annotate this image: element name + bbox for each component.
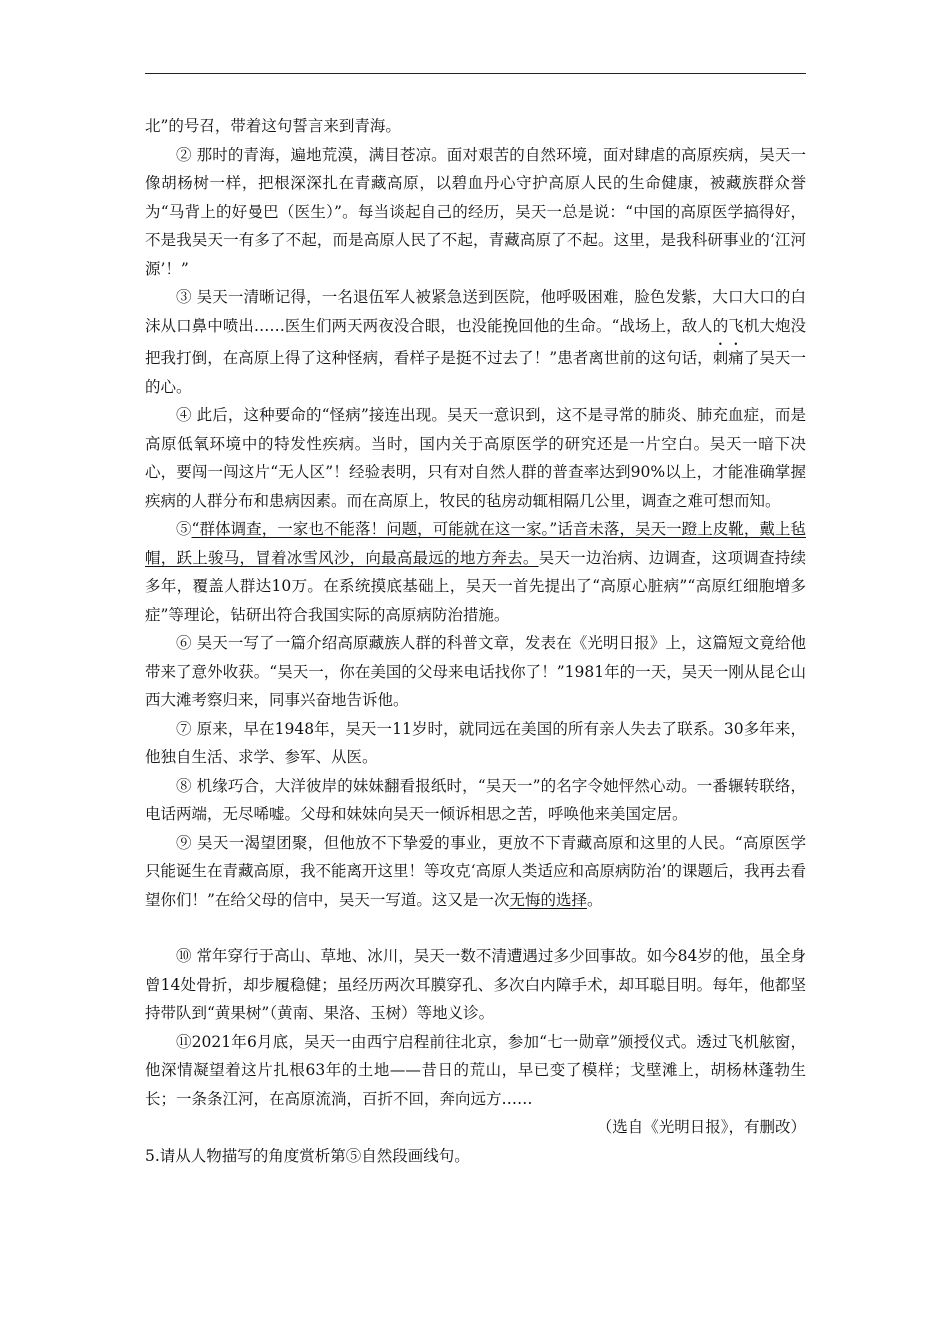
paragraph-3-text-a: ③ 吴天一清晰记得，一名退伍军人被紧急送到医院，他呼吸困难，脸色发紫，大口大口的白沫从口鼻中喷出……医生们两天两夜没合眼，也没能挽回他的生命。“战场上，敌人的飞机大炮没把我打倒，在高原上得了这种怪病，看样子是挺不过去了！”患者离世前的这句话， (145, 288, 806, 367)
paragraph-11: ⑪2021年6月底，吴天一由西宁启程前往北京，参加“七一勋章”颁授仪式。透过飞机舷窗，他深情凝望着这片扎根63年的土地——昔日的荒山，早已变了模样；戈壁滩上，胡杨林蓬勃生长；一条条江河，在高原流淌，百折不回，奔向远方…… (145, 1032, 806, 1108)
underlined-phrase: 无悔的选择 (509, 890, 587, 909)
paragraph-1-continuation: 北”的号召，带着这句誓言来到青海。 (145, 117, 401, 135)
paragraph-9-text-b: 。 (586, 890, 603, 909)
paragraph-9-text-a: ⑨ 吴天一渴望团聚，但他放不下挚爱的事业，更放不下青藏高原和这里的人民。“高原医学只能诞生在青藏高原，我不能离开这里！等攻克‘高原人类适应和高原病防治’的课题后，我再去看望你们！”在给父母的信中，吴天一写道。这又是一次 (145, 833, 806, 909)
paragraph-5-number: ⑤ (176, 520, 192, 538)
paragraph-5 (145, 515, 806, 629)
emphasized-word: 刺痛 (712, 349, 744, 367)
paragraph-gap (145, 914, 806, 942)
paragraph-7: ⑦ 原来，早在1948年，吴天一11岁时，就同远在美国的所有亲人失去了联系。30多年来，他独自生活、求学、参军、从医。 (145, 719, 806, 766)
paragraph-6: ⑥ 吴天一写了一篇介绍高原藏族人群的科普文章，发表在《光明日报》上，这篇短文竟给他带来了意外收获。“吴天一，你在美国的父母来电话找你了！”1981年的一天，吴天一刚从昆仑山西大滩考察归来，同事兴奋地告诉他。 (145, 634, 806, 709)
paragraph-3-text-b: 了吴天一的心。 (145, 349, 806, 396)
paragraph-8: ⑧ 机缘巧合，大洋彼岸的妹妹翻看报纸时，“吴天一”的名字令她怦然心动。一番辗转联络，电话两端，无尽唏嘘。父母和妹妹向吴天一倾诉相思之苦，呼唤他来美国定居。 (145, 776, 806, 823)
paragraph-5-rest: 吴天一边治病、边调查，这项调查持续多年，覆盖人群达10万。在系统摸底基础上，吴天一首先提出了“高原心脏病”“高原红细胞增多症”等理论，钻研出符合我国实际的高原病防治措施。 (145, 548, 806, 624)
paragraph-9 (145, 829, 806, 915)
paragraph-10: ⑩ 常年穿行于高山、草地、冰川，吴天一数不清遭遇过多少回事故。如今84岁的他，虽全身曾14处骨折，却步履稳健；虽经历两次耳膜穿孔、多次白内障手术，却耳聪目明。每年，他都坚持带队到“黄果树”（黄南、果洛、玉树）等地义诊。 (145, 947, 806, 1022)
article-body (145, 112, 806, 1170)
underlined-sentence: “群体调查，一家也不能落！问题，可能就在这一家。”话音未落，吴天一蹬上皮靴，戴上毡帽，跃上骏马，冒着冰雪风沙，向最高最远的地方奔去。 (145, 520, 806, 567)
question-5: 5.请从人物描写的角度赏析第⑤自然段画线句。 (145, 1146, 470, 1165)
paragraph-3 (145, 283, 806, 401)
paragraph-4: ④ 此后，这种要命的“怪病”接连出现。吴天一意识到，这不是寻常的肺炎、肺充血症，而是高原低氧环境中的特发性疾病。当时，国内关于高原医学的研究还是一片空白。吴天一暗下决心，要闯一闯这片“无人区”！经验表明，只有对自然人群的普查率达到90%以上，才能准确掌握疾病的人群分布和患病因素。而在高原上，牧民的毡房动辄相隔几公里，调查之难可想而知。 (145, 406, 806, 510)
header-rule (145, 73, 806, 74)
paragraph-2: ② 那时的青海，遍地荒漠，满目苍凉。面对艰苦的自然环境，面对肆虐的高原疾病，吴天一像胡杨树一样，把根深深扎在青藏高原，以碧血丹心守护高原人民的生命健康，被藏族群众誉为“马背上的好曼巴（医生）”。每当谈起自己的经历，吴天一总是说：“中国的高原医学搞得好，不是我吴天一有多了不起，而是高原人民了不起，青藏高原了不起。这里，是我科研事业的‘江河源’！” (145, 145, 806, 278)
source-note: （选自《光明日报》，有删改） (596, 1118, 806, 1136)
